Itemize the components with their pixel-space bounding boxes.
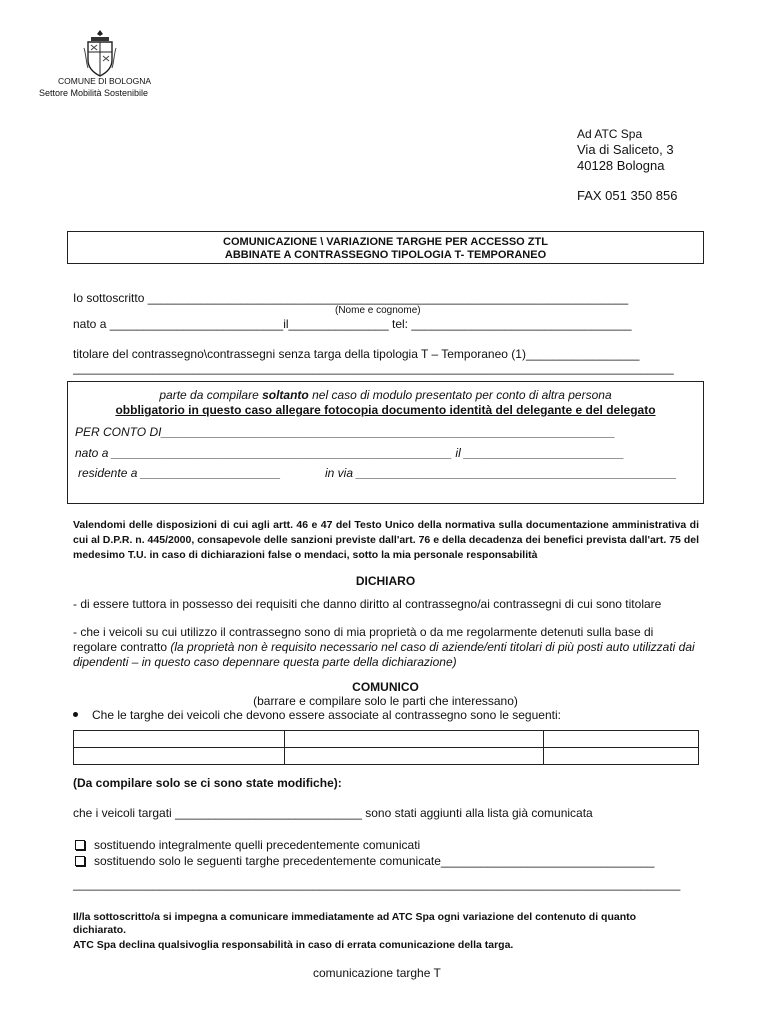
plate-cell[interactable] — [285, 731, 544, 748]
recipient-fax: FAX 051 350 856 — [577, 188, 678, 203]
birth-field[interactable]: nato a __________________________il_______________ tel: _________________________________ — [73, 317, 632, 331]
plate-cell[interactable] — [285, 748, 544, 765]
document-label: comunicazione targhe T — [313, 966, 441, 980]
communication-subheading: (barrare e compilare solo le parti che interessano) — [253, 694, 518, 708]
holder-field-continuation[interactable]: __________________________________________________________________________________________ — [73, 361, 674, 375]
added-vehicles-field[interactable]: che i veicoli targati ____________________________ sono stati aggiunti alla lista già comunicata — [73, 806, 593, 820]
delegate-birth-field[interactable]: nato a ___________________________________________________ il ________________________ — [75, 446, 625, 460]
name-hint: (Nome e cognome) — [335, 305, 421, 316]
holder-field[interactable]: titolare del contrassegno\contrassegni senza targa della tipologia T – Temporaneo (1)_________________ — [73, 347, 640, 361]
delegate-intro: parte da compilare soltanto nel caso di modulo presentato per conto di altra persona — [159, 388, 612, 402]
department-name: Settore Mobilità Sostenibile — [39, 88, 149, 98]
checkbox-icon[interactable] — [75, 856, 85, 866]
table-row — [74, 748, 699, 765]
declaration-item-2: - che i veicoli su cui utilizzo il contrassegno sono di mia proprietà o da me regolarmente detenuti sulla base di regolare contratto (la proprietà non è requisito necessario nel caso di aziende/enti titolari di più posti auto utilizzati dai dipendenti – in questo caso depennare questa parte della dichiarazione) — [73, 625, 695, 669]
plate-cell[interactable] — [544, 731, 699, 748]
plates-table — [73, 730, 699, 765]
disclaimer-text: ATC Spa declina qualsivoglia responsabilità in caso di errata comunicazione della targa. — [73, 939, 514, 951]
delegate-residence-field[interactable]: residente a _____________________ — [78, 466, 281, 480]
communication-heading: COMUNICO — [352, 680, 419, 694]
recipient-street: Via di Saliceto, 3 — [577, 142, 674, 157]
commitment-text: Il/la sottoscritto/a si impegna a comunicare immediatamente ad ATC Spa ogni variazione del contenuto di quanto dichiarato. — [73, 911, 637, 936]
delegate-warning: obbligatorio in questo caso allegare fotocopia documento identità del delegante e del delegato — [115, 403, 656, 417]
recipient-city: 40128 Bologna — [577, 158, 665, 173]
modifications-heading: (Da compilare solo se ci sono state modifiche): — [73, 776, 342, 790]
declaration-heading: DICHIARO — [355, 574, 416, 588]
legal-text: Valendomi delle disposizioni di cui agli artt. 46 e 47 del Testo Unico della normativa sulla documentazione amministrativa di cui al D.P.R. n. 445/2000, consapevole delle sanzioni previste dall'art. 76 e della decadenza dei benefici prevista dall'art. 75 del medesimo T.U. in caso di dichiarazioni false o mendaci, sotto la mia personale responsabilità — [73, 519, 699, 561]
signer-field[interactable]: Io sottoscritto ________________________________________________________________________ — [73, 291, 629, 305]
bullet-icon — [73, 712, 78, 717]
option-replace-some[interactable]: sostituendo solo le seguenti targhe precedentemente comunicate________________________________ — [75, 854, 654, 869]
form-title-line2: ABBINATE A CONTRASSEGNO TIPOLOGIA T- TEMPORANEO — [224, 249, 547, 261]
checkbox-icon[interactable] — [75, 840, 85, 850]
plate-cell[interactable] — [74, 731, 285, 748]
delegate-address-field[interactable]: in via ________________________________________________ — [325, 466, 677, 480]
declaration-item-1: - di essere tuttora in possesso dei requisiti che danno diritto al contrassegno/ai contrassegni di cui sono titolare — [73, 597, 662, 611]
on-behalf-field[interactable]: PER CONTO DI____________________________________________________________________ — [75, 425, 616, 439]
plates-intro: Che le targhe dei veicoli che devono essere associate al contrassegno sono le seguenti: — [73, 708, 561, 723]
option-replace-all[interactable]: sostituendo integralmente quelli precedentemente comunicati — [75, 838, 420, 853]
coat-of-arms-icon — [82, 28, 118, 78]
plate-cell[interactable] — [74, 748, 285, 765]
option-replace-some-continuation[interactable]: ___________________________________________________________________________________________ — [73, 877, 681, 891]
table-row — [74, 731, 699, 748]
plate-cell[interactable] — [544, 748, 699, 765]
org-name: COMUNE DI BOLOGNA — [58, 76, 152, 86]
recipient-name: Ad ATC Spa — [577, 127, 643, 141]
form-title-line1: COMUNICAZIONE \ VARIAZIONE TARGHE PER ACCESSO ZTL — [223, 236, 548, 248]
